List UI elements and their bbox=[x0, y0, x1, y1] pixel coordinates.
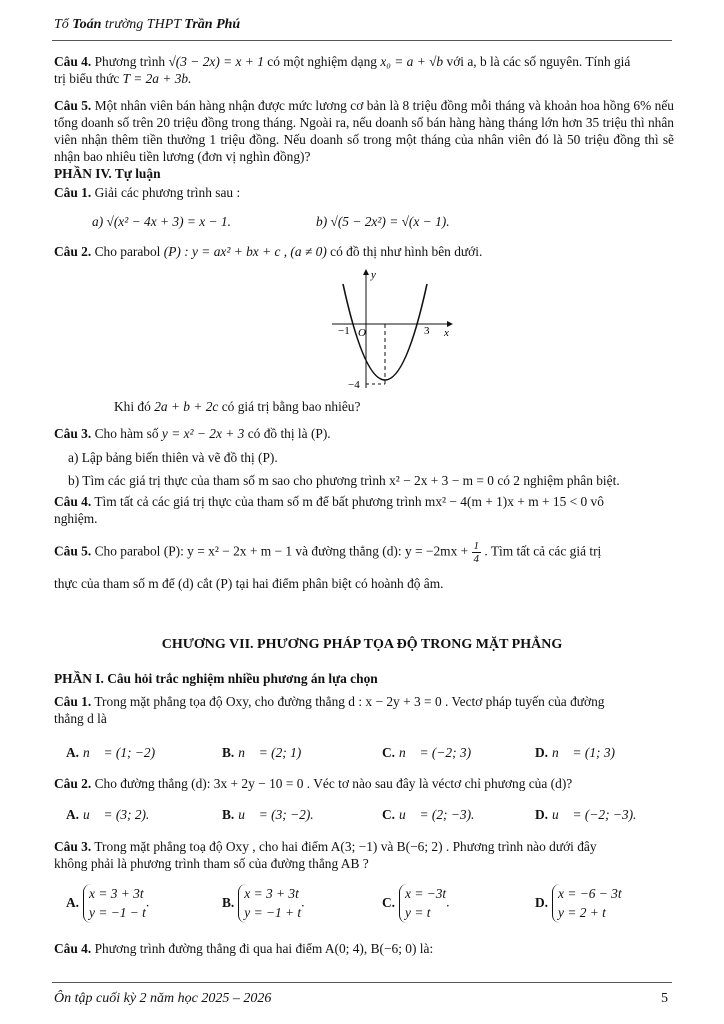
p4-q5-text-c: thực của tham số m để (d) cắt (P) tại hai điểm phân biệt có hoành độ âm. bbox=[54, 576, 444, 591]
c7-q3-option-b bbox=[222, 884, 305, 923]
p4-q5-fraction bbox=[472, 540, 482, 565]
page-header bbox=[54, 16, 240, 34]
p4-q5-label: Câu 5. bbox=[54, 543, 92, 559]
c7-question-1 bbox=[54, 693, 674, 727]
p4-q4-text2: nghiệm. bbox=[54, 511, 98, 527]
option-letter: C. bbox=[382, 807, 396, 822]
p3-q4-label: Câu 4. bbox=[54, 54, 92, 69]
p4-q2-ask-a: Khi đó bbox=[114, 399, 151, 414]
graph-y-label: y bbox=[371, 269, 376, 281]
option-letter: D. bbox=[535, 807, 549, 822]
c7-q1-option-a bbox=[66, 744, 155, 761]
c7-question-3 bbox=[54, 838, 674, 872]
option-text: u⃗ = (3; 2). bbox=[83, 807, 150, 822]
system-line-1: x = −6 − 3t bbox=[558, 886, 622, 901]
p4-question-5 bbox=[54, 540, 674, 565]
p4-q4-label: Câu 4. bbox=[54, 494, 92, 509]
p4-question-1 bbox=[54, 184, 674, 201]
graph-tick-3: 3 bbox=[424, 325, 430, 337]
system-brace bbox=[552, 884, 622, 923]
option-text: n⃗ = (1; 3) bbox=[552, 745, 615, 760]
c7-q1-option-d bbox=[535, 744, 615, 761]
c7-q2-option-d bbox=[535, 806, 636, 823]
p4-q3-text-a: Cho hàm số bbox=[94, 426, 159, 441]
c7-q1-option-b bbox=[222, 744, 301, 761]
system-line-1: x = 3 + 3t bbox=[244, 886, 299, 901]
option-letter: D. bbox=[535, 894, 549, 910]
c7-q3-option-d bbox=[535, 884, 622, 923]
page-number: 5 bbox=[661, 991, 668, 1006]
c7-q2-option-a bbox=[66, 806, 149, 823]
graph-origin: O bbox=[358, 327, 366, 339]
c7-question-2 bbox=[54, 775, 674, 792]
system-line-2: y = −1 + t bbox=[244, 905, 302, 921]
system-brace bbox=[238, 884, 301, 923]
option-letter: A. bbox=[66, 894, 80, 910]
option-letter: B. bbox=[222, 807, 235, 822]
p4-q2-equation: (P) : y = ax² + bx + c , (a ≠ 0) bbox=[163, 244, 327, 259]
p3-q5-text: Một nhân viên bán hàng nhận được mức lương cơ bản là 8 triệu đồng mỗi tháng và khoản hoa hồng 6% nếu tổng doanh số trên 20 triệu đồng trong tháng. Ngoài ra, nếu doanh số bán hàng hàng tháng lớn hơn 35 triệu thì nhân viên nhận thêm tiền thưởng 1 triệu đồng. Nếu doanh số trong một tháng của nhân viên đó là 50 triệu đồng thì sẽ nhận bao nhiêu tiền lương (đơn vị nghìn đồng)? bbox=[54, 98, 674, 165]
option-tail: . bbox=[446, 894, 450, 910]
header-bold1: Toán bbox=[72, 17, 102, 32]
p4-q5-text-a: Cho parabol (P): y = x² − 2x + m − 1 và đường thẳng (d): y = −2mx + bbox=[94, 543, 469, 559]
p3-question-5 bbox=[54, 97, 674, 166]
c7-q1-text: Trong mặt phẳng tọa độ Oxy, cho đường thẳng d : x − 2y + 3 = 0 . Vectơ pháp tuyến của đường bbox=[94, 694, 605, 709]
c7-q3-label: Câu 3. bbox=[54, 839, 92, 854]
option-letter: C. bbox=[382, 894, 396, 910]
p3-q4-text-d: trị biểu thức bbox=[54, 71, 120, 87]
p3-q4-text-b: có một nghiệm dạng bbox=[267, 54, 377, 69]
option-text: n⃗ = (1; −2) bbox=[83, 745, 156, 760]
p4-q1-part-a: a) √(x² − 4x + 3) = x − 1. bbox=[92, 214, 231, 229]
system-line-1: x = 3 + 3t bbox=[89, 886, 144, 901]
option-letter: D. bbox=[535, 745, 549, 760]
system-line-2: y = t bbox=[405, 905, 431, 921]
p4-q3-text-b: có đồ thị là (P). bbox=[247, 426, 331, 441]
p4-q2-text-a: Cho parabol bbox=[94, 244, 161, 259]
footer-divider bbox=[52, 982, 672, 983]
c7-q4-text: Phương trình đường thẳng đi qua hai điểm A(0; 4), B(−6; 0) là: bbox=[94, 941, 434, 956]
p3-q4-text-c: với a, b là các số nguyên. Tính giá bbox=[446, 54, 631, 69]
c7-q3-option-c bbox=[382, 884, 450, 923]
system-brace bbox=[83, 884, 146, 923]
c7-q1-label: Câu 1. bbox=[54, 694, 92, 709]
c7-q2-text: Cho đường thẳng (d): 3x + 2y − 10 = 0 . Véc tơ nào sau đây là véctơ chỉ phương của (d)? bbox=[94, 776, 573, 791]
option-text: u⃗ = (3; −2). bbox=[238, 807, 314, 822]
p4-q2-ask-b: có giá trị bằng bao nhiêu? bbox=[221, 399, 361, 414]
c7-q3-text2: không phải là phương trình tham số của đường thẳng AB ? bbox=[54, 856, 369, 872]
header-prefix: Tổ bbox=[54, 17, 69, 32]
option-text: u⃗ = (2; −3). bbox=[399, 807, 475, 822]
c7-q2-option-b bbox=[222, 806, 314, 823]
p4-q5-frac-num: 1 bbox=[473, 540, 480, 552]
graph-tick-neg4: −4 bbox=[348, 379, 360, 391]
p3-q4-form: x₀ = a + √b bbox=[380, 54, 444, 69]
option-letter: A. bbox=[66, 745, 80, 760]
p4-q5-text-b: . Tìm tất cả các giá trị bbox=[484, 543, 602, 559]
p4-q1-text: Giải các phương trình sau : bbox=[94, 185, 241, 200]
option-text: n⃗ = (−2; 3) bbox=[399, 745, 472, 760]
p4-question-2 bbox=[54, 243, 674, 260]
chapter7-part1-title: PHẦN I. Câu hỏi trắc nghiệm nhiều phương án lựa chọn bbox=[54, 671, 378, 686]
header-divider bbox=[52, 40, 672, 41]
part4-title: PHẦN IV. Tự luận bbox=[54, 166, 161, 181]
c7-q1-text2: thẳng d là bbox=[54, 711, 107, 727]
system-line-1: x = −3t bbox=[405, 886, 447, 901]
option-text: u⃗ = (−2; −3). bbox=[552, 807, 637, 822]
p4-q4-text: Tìm tất cả các giá trị thực của tham số m để bất phương trình mx² − 4(m + 1)x + m + 15 < 0 vô bbox=[94, 494, 604, 509]
c7-q4-label: Câu 4. bbox=[54, 941, 92, 956]
system-brace bbox=[399, 884, 446, 923]
option-letter: A. bbox=[66, 807, 80, 822]
p4-q5-frac-den: 4 bbox=[473, 553, 480, 566]
p3-q4-expression: T = 2a + 3b. bbox=[122, 71, 192, 87]
c7-q2-label: Câu 2. bbox=[54, 776, 92, 791]
c7-q1-option-c bbox=[382, 744, 471, 761]
p4-q2-ask bbox=[114, 398, 360, 415]
p4-question-4 bbox=[54, 493, 674, 527]
option-text: n⃗ = (2; 1) bbox=[238, 745, 302, 760]
p4-q3-label: Câu 3. bbox=[54, 426, 92, 441]
p4-q2-label: Câu 2. bbox=[54, 244, 92, 259]
p4-q2-text-b: có đồ thị như hình bên dưới. bbox=[330, 244, 483, 259]
header-middle: trường THPT bbox=[104, 17, 181, 32]
p4-q2-ask-expr: 2a + b + 2c bbox=[154, 399, 219, 414]
graph-tick-neg1: −1 bbox=[338, 325, 350, 337]
option-letter: B. bbox=[222, 745, 235, 760]
c7-q2-option-c bbox=[382, 806, 474, 823]
option-tail: . bbox=[145, 894, 150, 910]
header-bold2: Trần Phú bbox=[184, 17, 241, 32]
p3-q4-equation: √(3 − 2x) = x + 1 bbox=[168, 54, 264, 69]
option-tail: . bbox=[301, 894, 305, 910]
p4-q1-part-b: b) √(5 − 2x²) = √(x − 1). bbox=[316, 214, 450, 229]
parabola-graph bbox=[328, 266, 458, 392]
option-letter: C. bbox=[382, 745, 396, 760]
footer-title: Ôn tập cuối kỳ 2 năm học 2025 – 2026 bbox=[54, 991, 272, 1006]
c7-q3-text: Trong mặt phẳng toạ độ Oxy , cho hai điểm A(3; −1) và B(−6; 2) . Phương trình nào dưới đây bbox=[94, 839, 597, 854]
graph-x-label: x bbox=[444, 327, 449, 339]
p4-question-3 bbox=[54, 425, 674, 442]
option-letter: B. bbox=[222, 894, 235, 910]
p3-q4-text-a: Phương trình bbox=[94, 54, 166, 69]
chapter7-title: CHƯƠNG VII. PHƯƠNG PHÁP TỌA ĐỘ TRONG MẶT PHẲNG bbox=[161, 637, 563, 652]
system-line-2: y = 2 + t bbox=[558, 905, 606, 921]
p3-q5-label: Câu 5. bbox=[54, 98, 92, 113]
p4-q1-label: Câu 1. bbox=[54, 185, 92, 200]
c7-q3-option-a bbox=[66, 884, 149, 923]
p3-question-4 bbox=[54, 53, 674, 87]
system-line-2: y = −1 − t bbox=[89, 905, 146, 921]
p4-q3-part-a: a) Lập bảng biến thiên và vẽ đồ thị (P). bbox=[68, 450, 278, 465]
p4-q3-part-b: b) Tìm các giá trị thực của tham số m sao cho phương trình x² − 2x + 3 − m = 0 có 2 nghiệm phân biệt. bbox=[68, 473, 620, 488]
p4-q3-equation: y = x² − 2x + 3 bbox=[161, 426, 245, 441]
c7-question-4 bbox=[54, 940, 674, 957]
